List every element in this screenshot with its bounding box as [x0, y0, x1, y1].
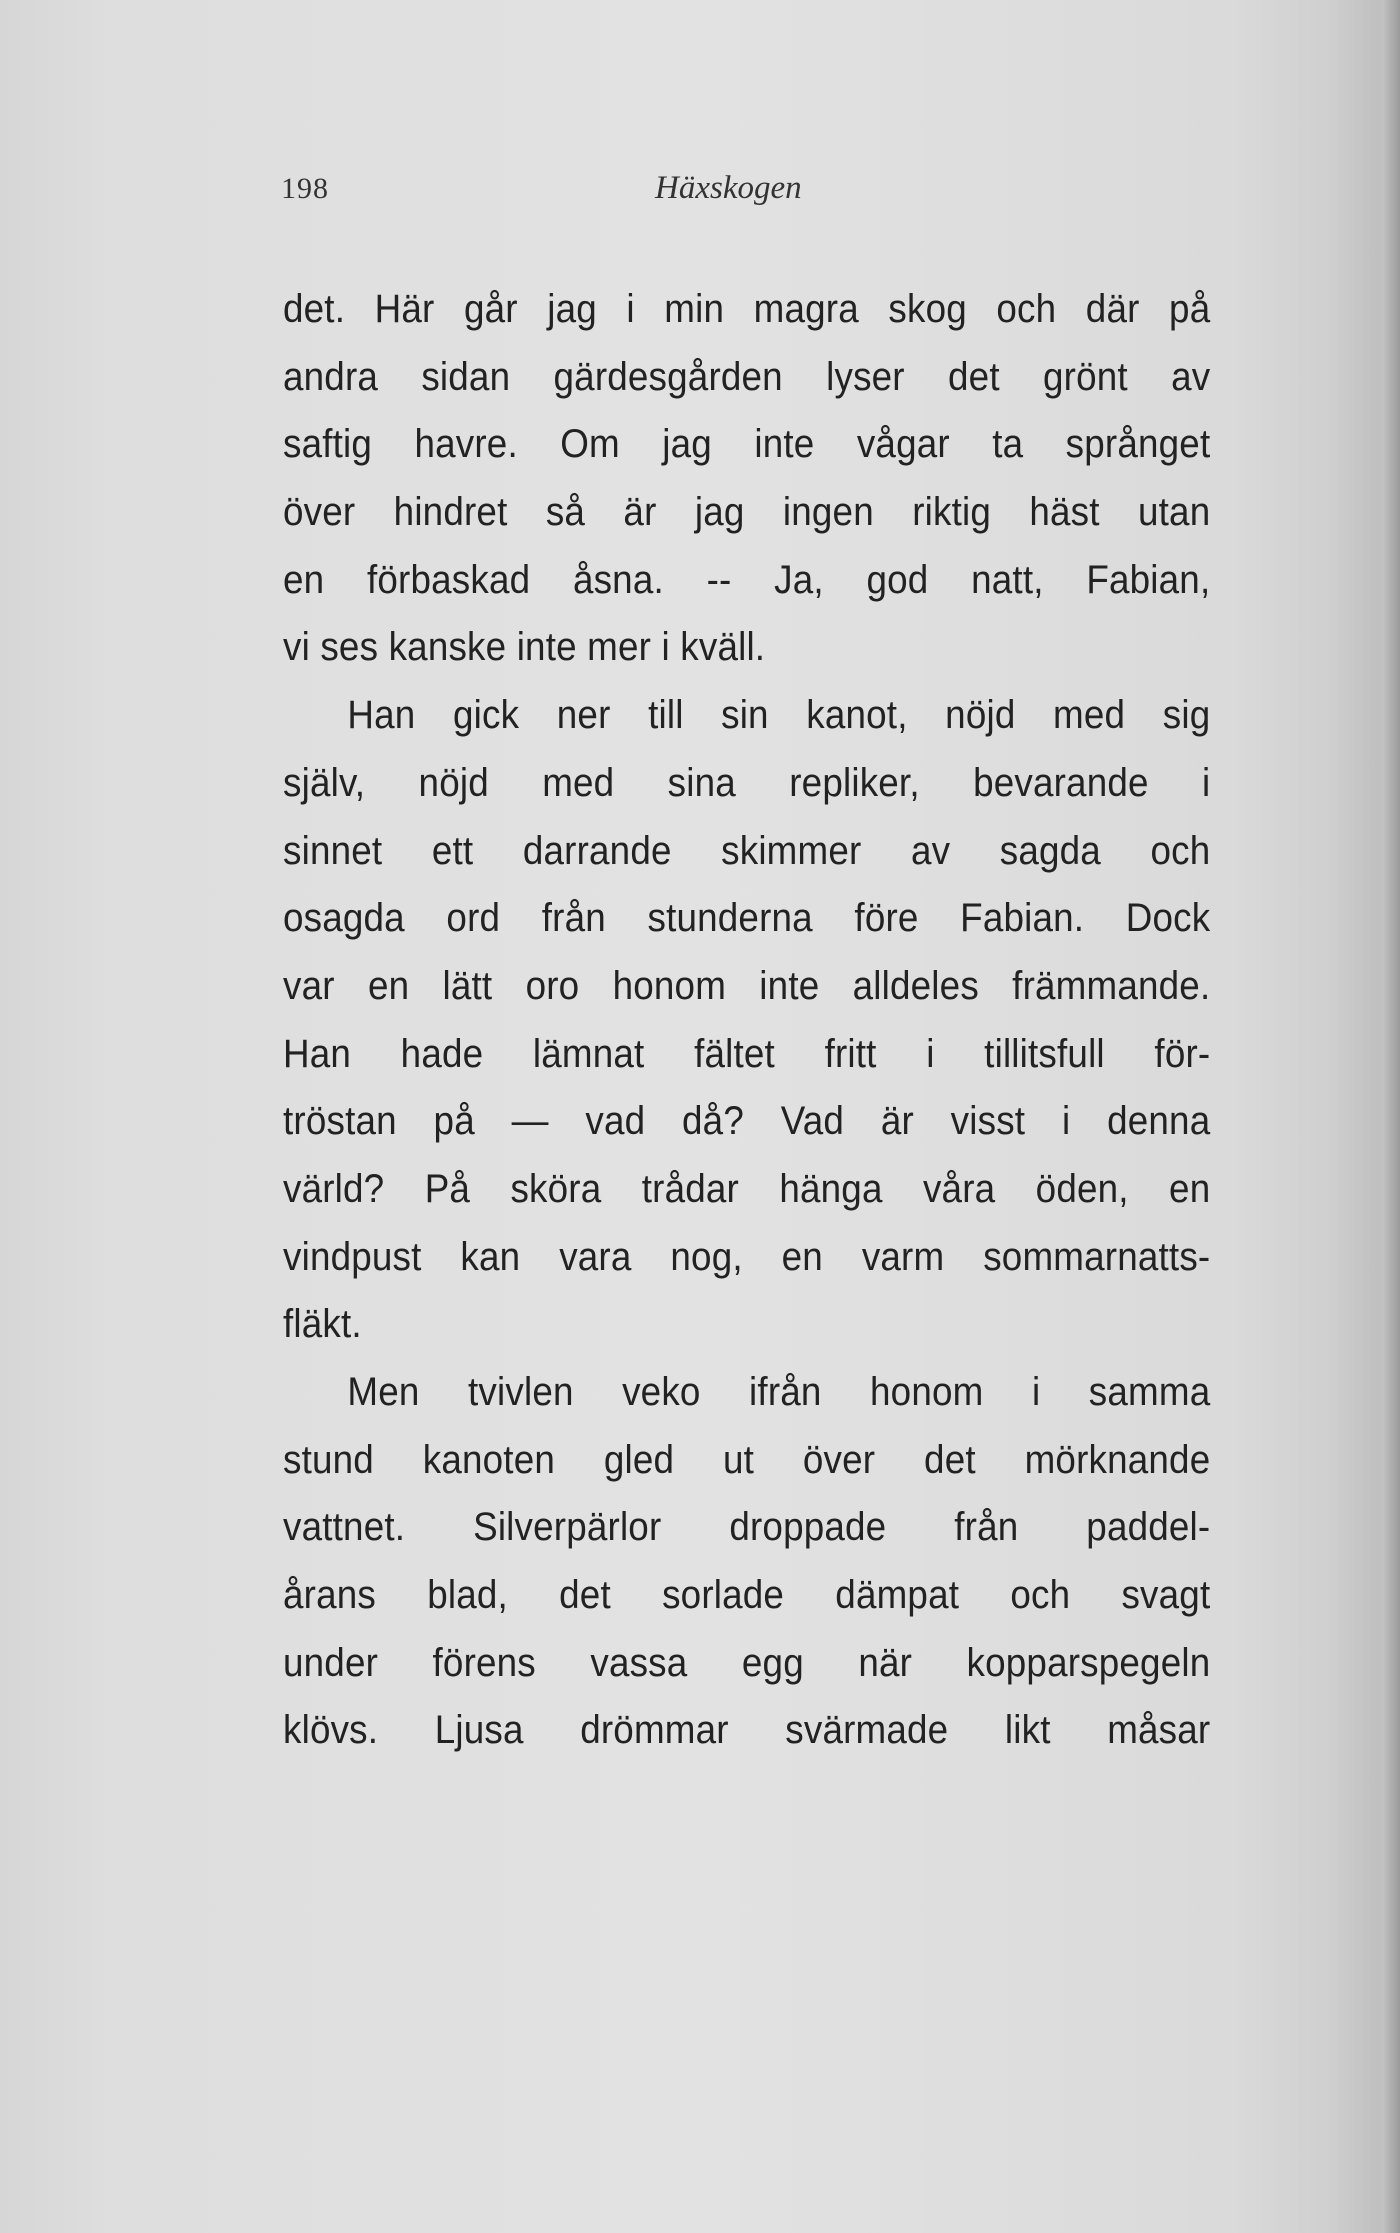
- text-line: under förens vassa egg när kopparspegeln: [283, 1640, 1211, 1685]
- text-line: var en lätt oro honom inte alldeles främmande.: [283, 963, 1211, 1008]
- body-text: [283, 276, 1210, 1765]
- text-line: en förbaskad åsna. -- Ja, god natt, Fabian,: [283, 557, 1211, 602]
- text-line: vattnet. Silverpärlor droppade från paddel-: [283, 1505, 1211, 1550]
- text-line: det. Här går jag i min magra skog och där på: [283, 287, 1211, 331]
- text-line: själv, nöjd med sina repliker, bevarande i: [283, 760, 1211, 805]
- running-title: Häxskogen: [655, 170, 802, 206]
- text-line: tröstan på — vad då? Vad är visst i denna: [283, 1099, 1211, 1144]
- text-line: sinnet ett darrande skimmer av sagda och: [283, 828, 1211, 873]
- text-line: vi ses kanske inte mer i kväll.: [283, 625, 766, 670]
- text-line: andra sidan gärdesgården lyser det grönt av: [283, 354, 1211, 399]
- page-edge-shadow: [1382, 0, 1400, 2233]
- page-number: 198: [281, 172, 329, 205]
- text-line: över hindret så är jag ingen riktig häst utan: [283, 490, 1211, 535]
- text-line: vindpust kan vara nog, en varm sommarnatts-: [283, 1234, 1211, 1279]
- text-line: Han gick ner till sin kanot, nöjd med sig: [347, 693, 1211, 738]
- text-line: osagda ord från stunderna före Fabian. Dock: [283, 896, 1211, 941]
- text-line: Han hade lämnat fältet fritt i tillitsfull för-: [283, 1031, 1211, 1076]
- text-line: Men tvivlen veko ifrån honom i samma: [347, 1370, 1211, 1414]
- text-line: årans blad, det sorlade dämpat och svagt: [283, 1573, 1211, 1618]
- text-line: fläkt.: [283, 1302, 362, 1347]
- text-line: saftig havre. Om jag inte vågar ta språnget: [283, 422, 1211, 467]
- text-line: stund kanoten gled ut över det mörknande: [283, 1437, 1211, 1482]
- text-line: värld? På sköra trådar hänga våra öden, en: [283, 1166, 1211, 1211]
- text-line: klövs. Ljusa drömmar svärmade likt måsar: [283, 1708, 1211, 1753]
